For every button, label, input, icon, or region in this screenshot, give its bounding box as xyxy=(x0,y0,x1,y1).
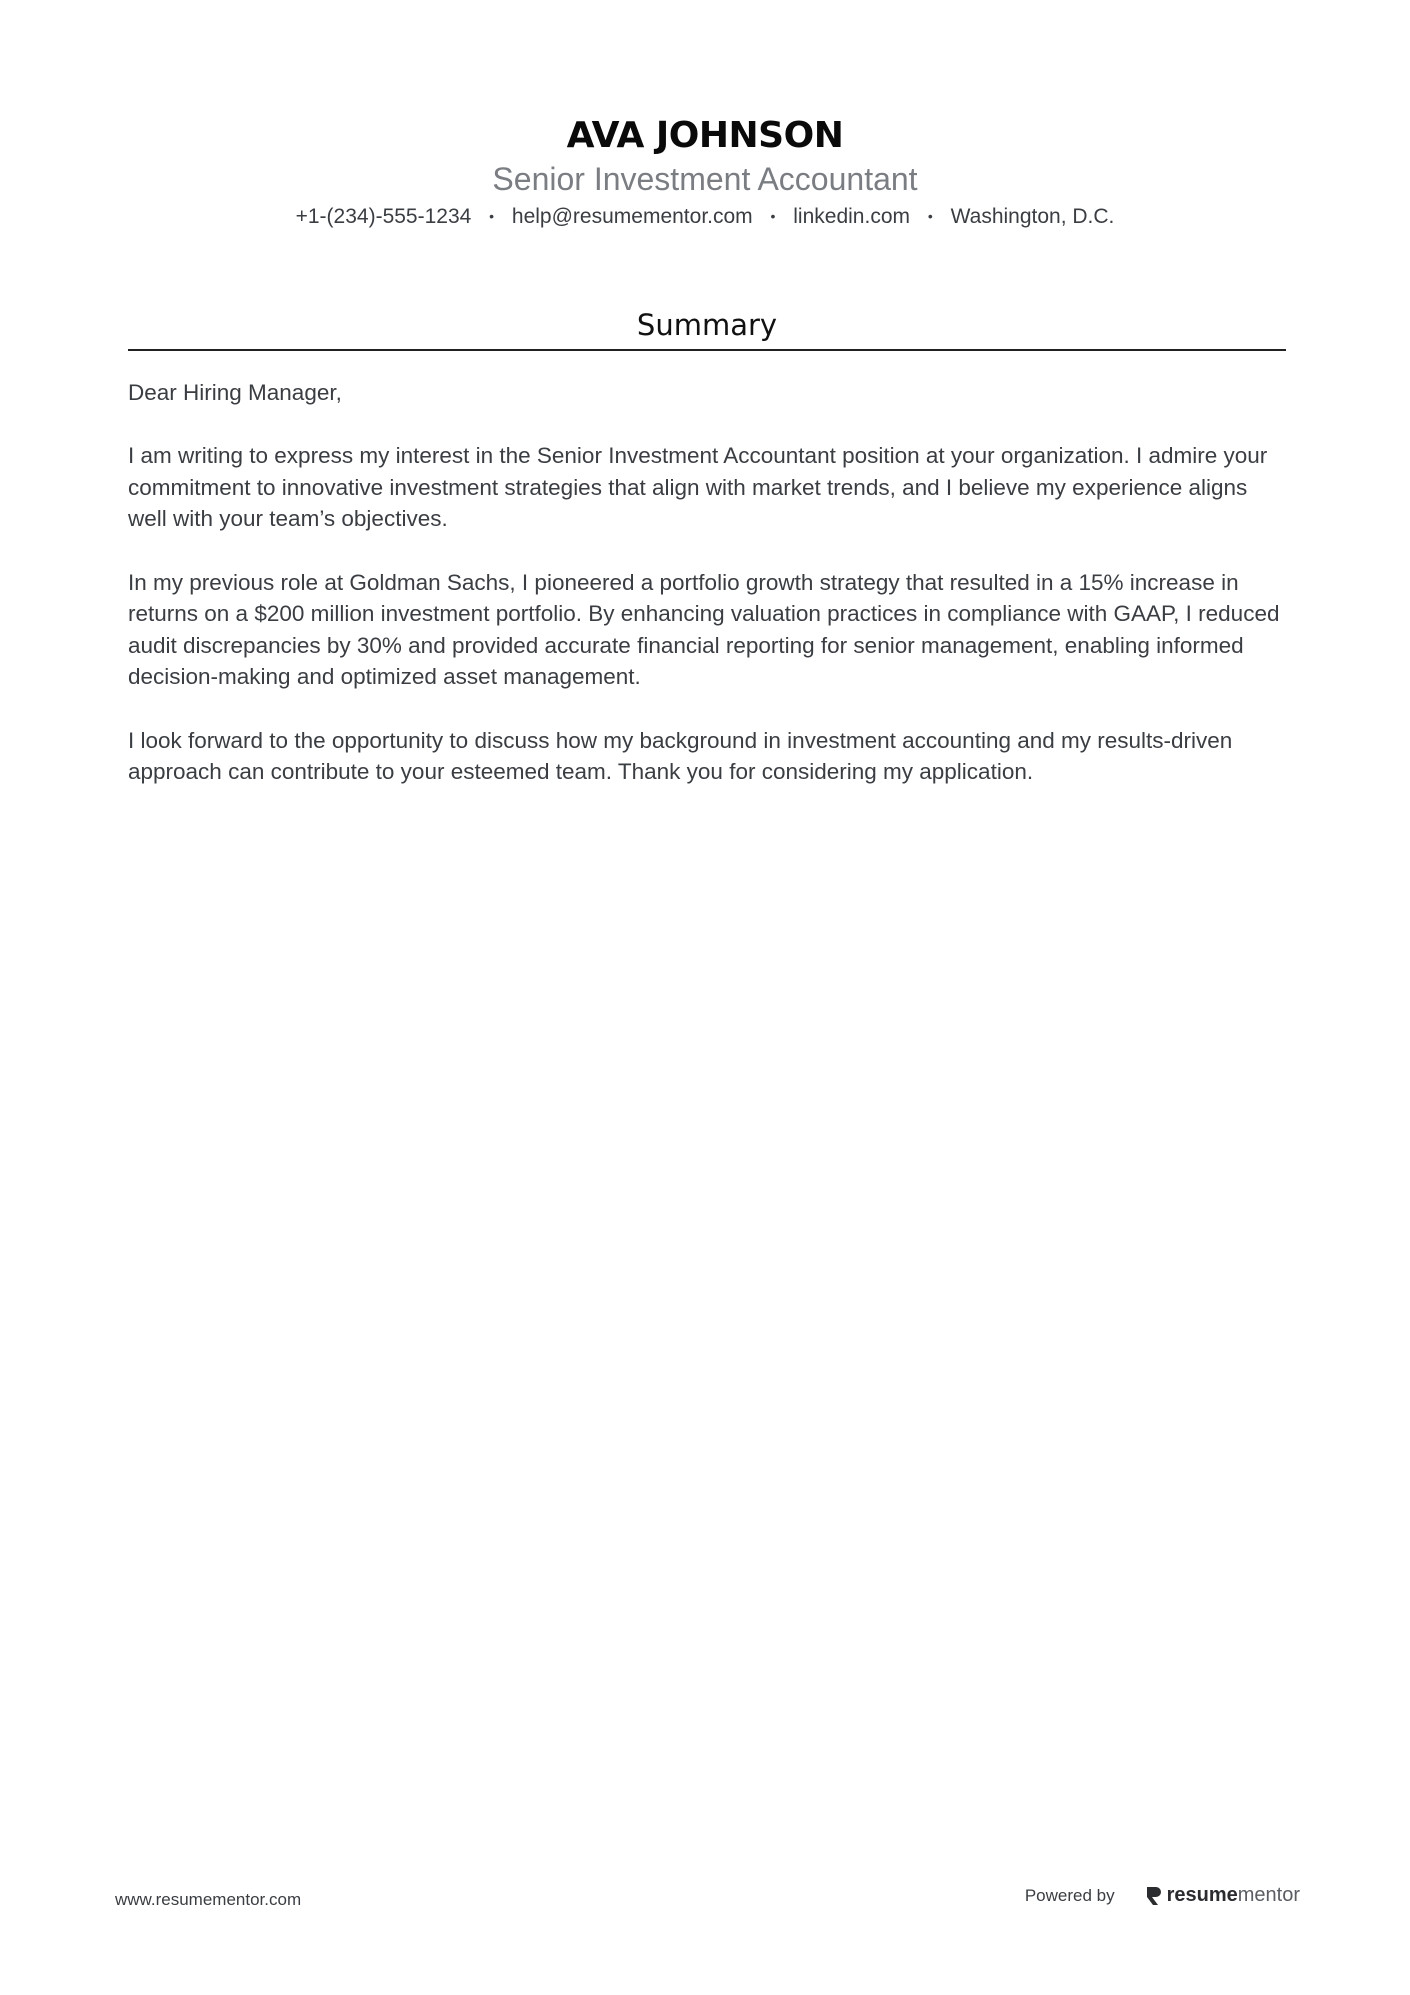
brand-logo xyxy=(1145,1884,1300,1907)
separator: • xyxy=(770,208,776,224)
email: help@resumementor.com xyxy=(511,205,753,228)
letter-greeting: Dear Hiring Manager, xyxy=(128,380,342,405)
section-heading-summary: Summary xyxy=(128,305,1286,351)
resumementor-logo-icon xyxy=(1145,1885,1163,1907)
job-title: Senior Investment Accountant xyxy=(492,161,918,197)
letter-body xyxy=(128,377,1288,819)
candidate-name: AVA JOHNSON xyxy=(566,115,844,156)
linkedin: linkedin.com xyxy=(793,205,910,228)
contact-line xyxy=(0,200,1410,233)
brand-name-part1: resume xyxy=(1166,1884,1238,1906)
location: Washington, D.C. xyxy=(950,205,1115,228)
separator: • xyxy=(927,208,933,224)
footer-website: www.resumementor.com xyxy=(115,1890,302,1909)
powered-by-label: Powered by xyxy=(1024,1885,1115,1905)
footer-branding xyxy=(1025,1884,1300,1907)
separator: • xyxy=(489,208,495,224)
brand-name-part2: mentor xyxy=(1237,1884,1300,1906)
letter-paragraph: I am writing to express my interest in the Senior Investment Accountant position at your organization. I admire your commitment to innovative investment strategies that align with market trends, and I believe my experience aligns well with your team’s objectives. xyxy=(128,443,1268,532)
header xyxy=(0,112,1410,233)
phone: +1-(234)-555-1234 xyxy=(295,205,472,228)
letter-paragraph: In my previous role at Goldman Sachs, I pioneered a portfolio growth strategy that resulted in a 15% increase in returns on a $200 million investment portfolio. By enhancing valuation practices in compliance with GAAP, I reduced audit discrepancies by 30% and provided accurate financial reporting for senior management, enabling informed decision-making and optimized asset management. xyxy=(128,569,1280,690)
letter-paragraph: I look forward to the opportunity to discuss how my background in investment accounting and my results-driven approach can contribute to your esteemed team. Thank you for considering my application. xyxy=(128,727,1233,785)
